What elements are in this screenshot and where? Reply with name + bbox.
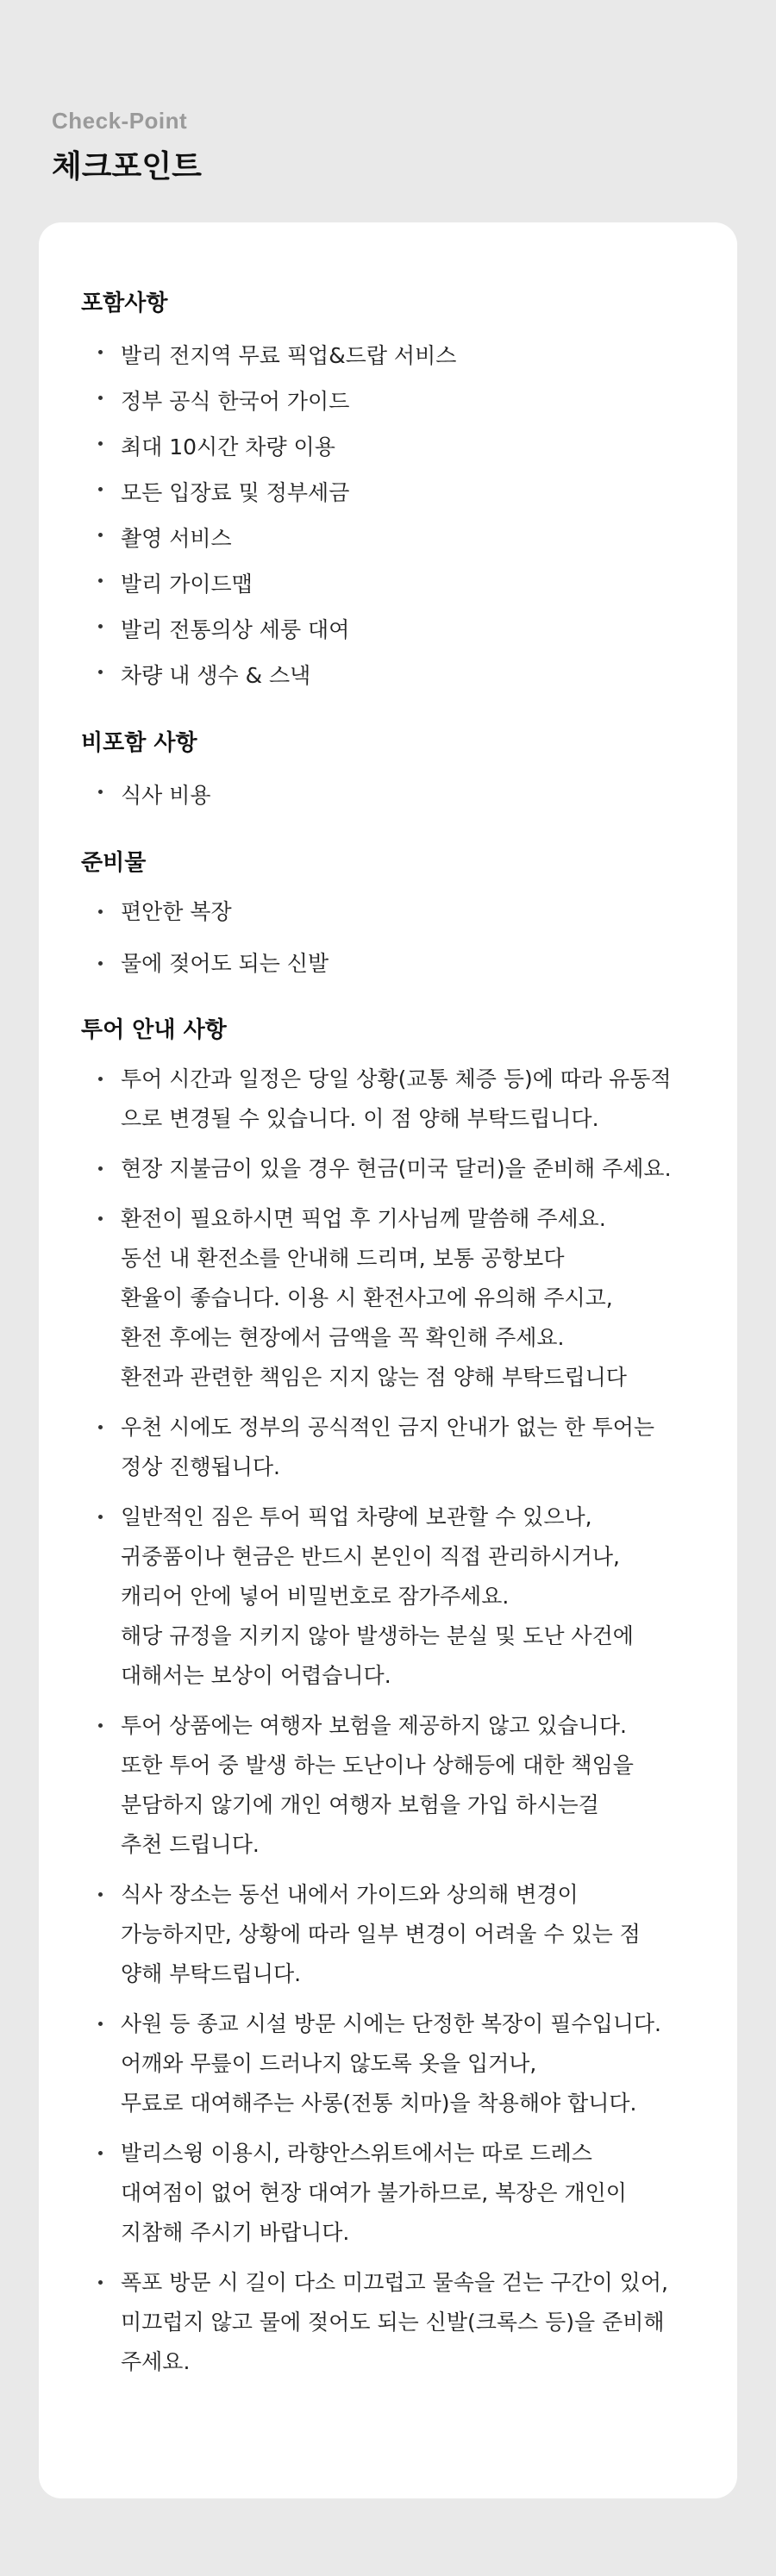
list-item: 투어 시간과 일정은 당일 상황(교통 체증 등)에 따라 유동적 으로 변경될 수 있습니다. 이 점 양해 부탁드립니다. bbox=[81, 1060, 692, 1139]
eyebrow-label: Check-Point bbox=[52, 108, 188, 134]
list-item: 편안한 복장 bbox=[81, 892, 692, 932]
list-item: 촬영 서비스 bbox=[81, 516, 692, 561]
list-item: 발리 가이드맵 bbox=[81, 561, 692, 607]
prepare-list bbox=[81, 892, 692, 984]
list-item: 발리 전통의상 세룽 대여 bbox=[81, 607, 692, 653]
list-item: 발리 전지역 무료 픽업&드랍 서비스 bbox=[81, 333, 692, 378]
prepare-section bbox=[81, 846, 692, 984]
notes-list bbox=[81, 1060, 692, 2382]
page-title: 체크포인트 bbox=[52, 149, 202, 184]
list-item: 사원 등 종교 시설 방문 시에는 단정한 복장이 필수입니다. 어깨와 무릎이 드러나지 않도록 옷을 입거나, 무료로 대여해주는 사롱(전통 치마)을 착용해야 합니다. bbox=[81, 2004, 692, 2123]
included-list bbox=[81, 333, 692, 698]
list-item: 식사 장소는 동선 내에서 가이드와 상의해 변경이 가능하지만, 상황에 따라 일부 변경이 어려울 수 있는 점 양해 부탁드립니다. bbox=[81, 1875, 692, 1994]
list-item: 현장 지불금이 있을 경우 현금(미국 달러)을 준비해 주세요. bbox=[81, 1149, 692, 1189]
list-item: 우천 시에도 정부의 공식적인 금지 안내가 없는 한 투어는 정상 진행됩니다. bbox=[81, 1408, 692, 1487]
excluded-list bbox=[81, 772, 692, 818]
section-title-included: 포함사항 bbox=[81, 291, 168, 316]
list-item: 물에 젖어도 되는 신발 bbox=[81, 944, 692, 984]
list-item: 발리스윙 이용시, 라향안스위트에서는 따로 드레스 대여점이 없어 현장 대여가 불가하므로, 복장은 개인이 지참해 주시기 바랍니다. bbox=[81, 2134, 692, 2253]
checkpoint-card bbox=[39, 222, 737, 2498]
list-item: 모든 입장료 및 정부세금 bbox=[81, 470, 692, 516]
list-item: 투어 상품에는 여행자 보험을 제공하지 않고 있습니다. 또한 투어 중 발생 하는 도난이나 상해등에 대한 책임을 분담하지 않기에 개인 여행자 보험을 가입 하시는걸 추천 드립니다. bbox=[81, 1706, 692, 1865]
list-item: 차량 내 생수 & 스낵 bbox=[81, 653, 692, 698]
page-header bbox=[52, 105, 202, 188]
section-title-excluded: 비포함 사항 bbox=[81, 730, 197, 756]
list-item: 최대 10시간 차량 이용 bbox=[81, 424, 692, 470]
excluded-section bbox=[81, 726, 692, 818]
included-section bbox=[81, 286, 692, 698]
list-item: 정부 공식 한국어 가이드 bbox=[81, 378, 692, 424]
list-item: 식사 비용 bbox=[81, 772, 692, 818]
list-item: 일반적인 짐은 투어 픽업 차량에 보관할 수 있으나, 귀중품이나 현금은 반드시 본인이 직접 관리하시거나, 캐리어 안에 넣어 비밀번호로 잠가주세요. 해당 규정을 지키지 않아 발생하는 분실 및 도난 사건에 대해서는 보상이 어렵습니다. bbox=[81, 1497, 692, 1696]
section-title-notes: 투어 안내 사항 bbox=[81, 1017, 227, 1043]
list-item: 환전이 필요하시면 픽업 후 기사님께 말씀해 주세요. 동선 내 환전소를 안내해 드리며, 보통 공항보다 환율이 좋습니다. 이용 시 환전사고에 유의해 주시고, 환전 후에는 현장에서 금액을 꼭 확인해 주세요. 환전과 관련한 책임은 지지 않는 점 양해 부탁드립니다 bbox=[81, 1199, 692, 1397]
list-item: 폭포 방문 시 길이 다소 미끄럽고 물속을 걷는 구간이 있어, 미끄럽지 않고 물에 젖어도 되는 신발(크록스 등)을 준비해 주세요. bbox=[81, 2263, 692, 2382]
section-title-prepare: 준비물 bbox=[81, 850, 147, 876]
notes-section bbox=[81, 1013, 692, 2382]
